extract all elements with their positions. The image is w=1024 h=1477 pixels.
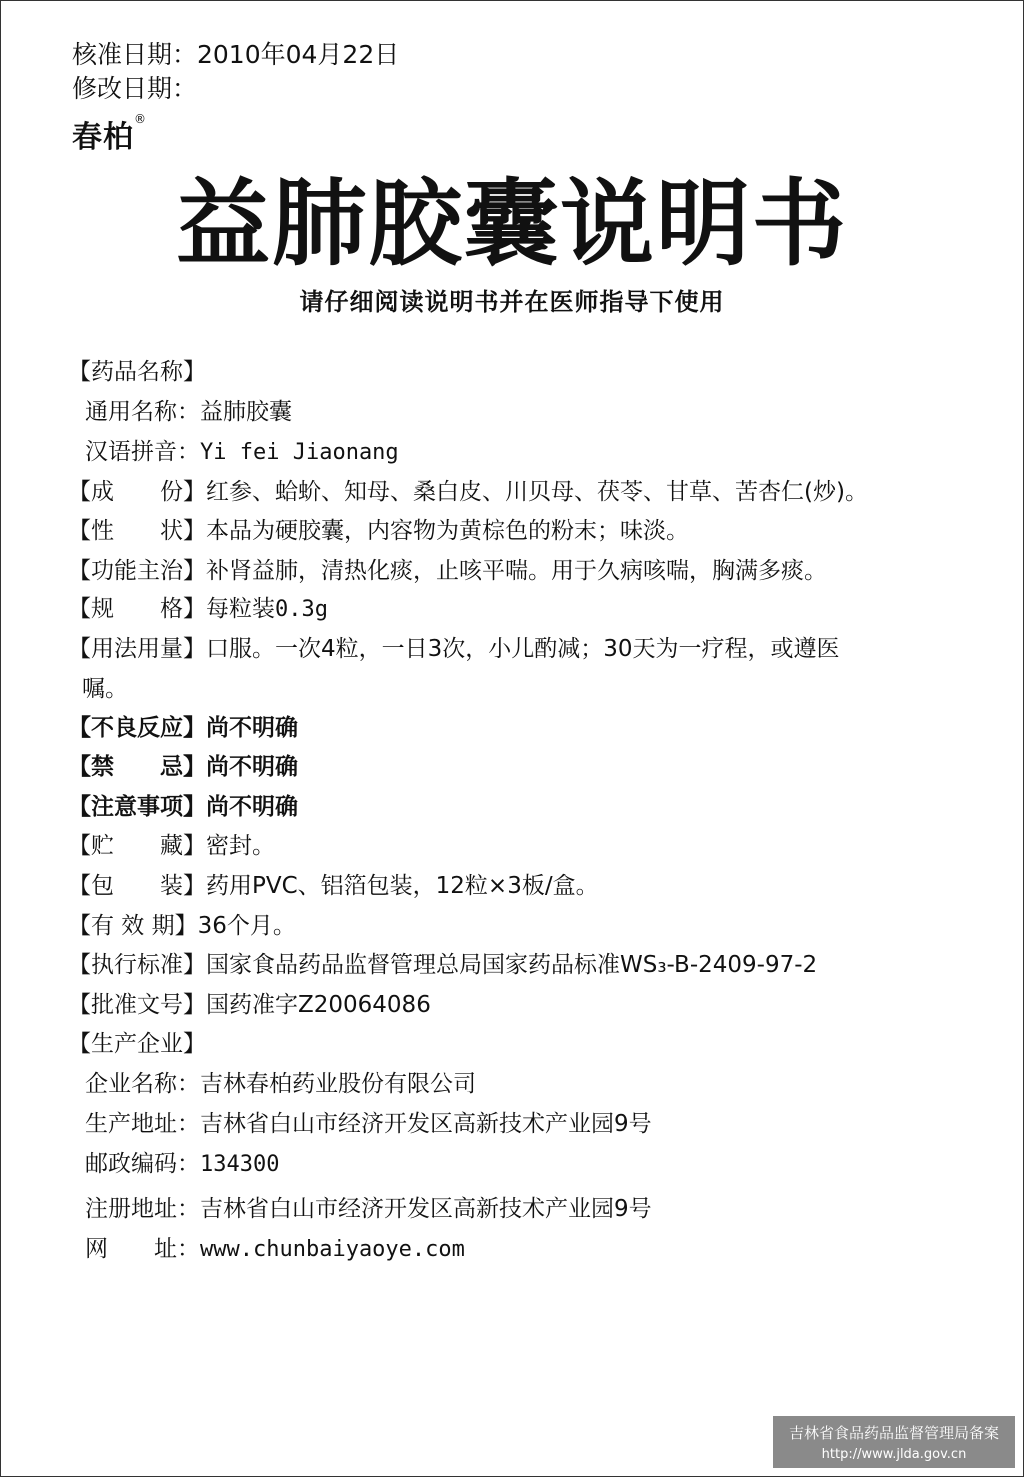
precautions: 【注意事项】尚不明确 [68,794,298,820]
page-subtitle: 请仔细阅读说明书并在医师指导下使用 [299,288,725,316]
company-name: 企业名称：吉林春柏药业股份有限公司 [85,1071,476,1097]
drug-name-header: 【药品名称】 [68,359,206,385]
properties: 【性 状】本品为硬胶囊，内容物为黄棕色的粉末；味淡。 [68,518,689,544]
registered-mark: ® [134,112,147,126]
ingredients: 【成 份】红参、蛤蚧、知母、桑白皮、川贝母、茯苓、甘草、苦杏仁(炒)。 [68,479,868,505]
page-title: 益肺胶囊说明书 [175,170,848,279]
brand-logo [72,112,147,156]
approval-date: 核准日期：2010年04月22日 [72,40,400,69]
package: 【包 装】药用PVC、铝箔包装，12粒×3板/盒。 [68,873,599,899]
stamp-url: http://www.jlda.gov.cn [821,1447,967,1462]
specification: 【规 格】每粒装0.3g [68,596,328,622]
approval-number: 【批准文号】国药准字Z20064086 [68,992,431,1018]
dosage: 【用法用量】口服。一次4粒，一日3次，小儿酌减；30天为一疗程，或遵医 [68,636,840,662]
revision-date: 修改日期： [72,74,198,103]
contraindications: 【禁 忌】尚不明确 [68,754,298,780]
stamp-authority: 吉林省食品药品监督管理局备案 [788,1424,999,1442]
website: 网 址：www.chunbaiyaoye.com [85,1236,465,1262]
indications: 【功能主治】补肾益肺，清热化痰，止咳平喘。用于久病咳喘，胸满多痰。 [68,558,827,584]
brand-name: 春柏 [72,120,134,155]
adverse-reactions: 【不良反应】尚不明确 [68,715,298,741]
filing-stamp [773,1416,1015,1468]
generic-name: 通用名称：益肺胶囊 [85,399,292,425]
production-address: 生产地址：吉林省白山市经济开发区高新技术产业园9号 [85,1111,652,1137]
storage: 【贮 藏】密封。 [68,833,275,859]
pinyin-name: 汉语拼音：Yi fei Jiaonang [85,439,399,465]
dosage-continuation: 嘱。 [82,676,128,702]
validity: 【有 效 期】36个月。 [68,913,296,939]
registered-address: 注册地址：吉林省白山市经济开发区高新技术产业园9号 [85,1196,652,1222]
manufacturer-header: 【生产企业】 [68,1031,206,1057]
standard: 【执行标准】国家食品药品监督管理总局国家药品标准WS₃-B-2409-97-2 [68,952,818,978]
postcode: 邮政编码：134300 [85,1151,280,1177]
